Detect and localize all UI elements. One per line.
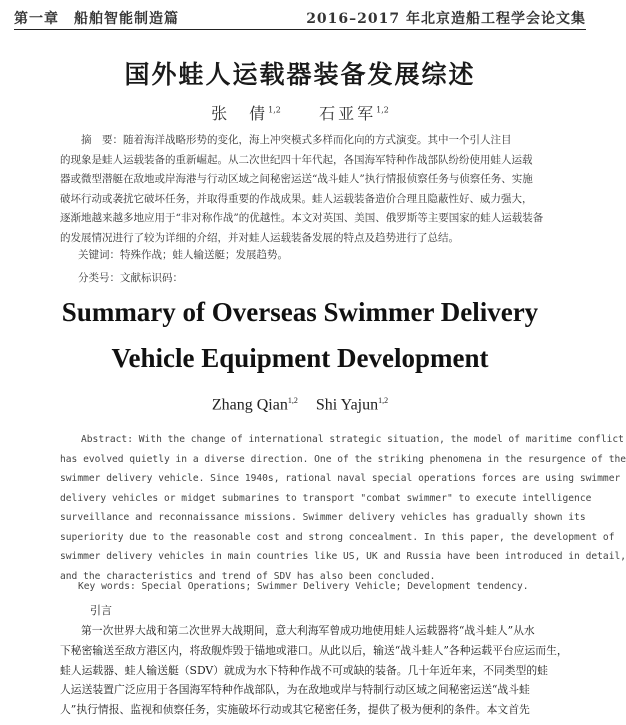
abstract-line: Abstract: With the change of international strategic situation, the model of maritime conflict (81, 434, 624, 445)
author-affiliation: 1,2 (268, 105, 281, 115)
classification-number: 分类号：文献标识码： (78, 272, 183, 284)
body-line: 蛙人运载器、蛙人输送艇（SDV）就成为水下特种作战不可或缺的装备。几十年近年来，不同类型的蛙 (60, 663, 548, 677)
body-line: 下秘密输送至敌方港区内，将敌舰炸毁于锚地或港口。从此以后，输送“战斗蛙人”各种运载平台应运而生， (60, 643, 568, 657)
author-name: 张 倩 (211, 104, 269, 123)
header-proceedings: 2016–2017 年北京造船工程学会论文集 (306, 11, 586, 27)
introduction-body (60, 621, 568, 720)
abstract-line: 的发展情况进行了较为详细的介绍，并对蛙人运载装备发展的特点及趋势进行了总结。 (60, 231, 459, 244)
english-title-line-1: Summary of Overseas Swimmer Delivery (61, 297, 539, 327)
abstract-line: delivery vehicles or midget submarines to transport "combat swimmer" to execute intelligence (60, 492, 592, 504)
english-abstract (60, 430, 626, 586)
author-name: Zhang Qian (211, 396, 288, 414)
body-line: 人”执行情报、监视和侦察任务，实施破坏行动或其它秘密任务，提供了极为便利的条件。本文首先 (60, 703, 530, 717)
english-keywords: Key words: Special Operations; Swimmer Delivery Vehicle; Development tendency. (78, 581, 529, 592)
abstract-line: surveillance and reconnaissance missions. Swimmer delivery vehicles has gradually shown its (60, 512, 586, 523)
author-affiliation: 1,2 (378, 396, 389, 405)
abstract-line: superiority due to the reasonable cost and strong concealment. In this paper, the development of (60, 531, 615, 543)
author-affiliation: 1,2 (376, 105, 389, 115)
abstract-line: 器或微型潜艇在敌地或岸海港与行动区域之间秘密运送“战斗蛙人”执行情报侦察任务与侦察任务、实施 (60, 173, 533, 186)
abstract-line: has evolved quietly in a diverse direction. One of the striking phenomena in the resurgence of the (60, 453, 626, 465)
abstract-line: swimmer delivery vehicles in main countries like US, UK and Russia have been introduced in detail, (60, 551, 626, 562)
english-title-line-2: Vehicle Equipment Development (111, 343, 489, 373)
author-name: 石亚军 (319, 104, 377, 123)
introduction-heading: 引言 (90, 604, 112, 617)
abstract-line: 摘 要：随着海洋战略形势的变化，海上冲突模式多样而化向的方式演变。其中一个引人注目 (81, 134, 512, 146)
body-line: 人运送装置广泛应用于各国海军特种作战部队，为在敌地或岸与特制行动区域之间秘密运送“战斗蛙 (60, 683, 530, 697)
chinese-authors (0, 101, 600, 124)
abstract-line: 破坏行动或袭扰它破坏任务，并取得重要的作战成果。蛙人运载装备造价合理且隐蔽性好、威力强大， (60, 192, 533, 205)
chinese-title: 国外蛙人运载器装备发展综述 (124, 60, 476, 89)
abstract-line: 的现象是蛙人运载装备的重新崛起。从二次世纪四十年代起，各国海军特种作战部队纷纷使用蛙人运载 (60, 153, 533, 166)
abstract-line: 逐渐地越来越多地应用于“非对称作战”的优越性。本文对英国、美国、俄罗斯等主要国家的蛙人运载装备 (60, 212, 544, 225)
chinese-keywords: 关键词：特殊作战；蛙人输送艇；发展趋势。 (78, 249, 288, 261)
abstract-line: and the characteristics and trend of SDV has also been concluded. (60, 570, 436, 582)
header-rule (14, 29, 586, 30)
chinese-abstract (60, 131, 546, 249)
running-header (14, 6, 586, 28)
header-chapter: 第一章 船舶智能制造篇 (14, 11, 179, 27)
english-authors (0, 396, 600, 414)
body-line: 第一次世界大战和第二次世界大战期间，意大利海军曾成功地使用蛙人运载器将“战斗蛙人”从水 (81, 624, 535, 637)
author-affiliation: 1,2 (287, 396, 298, 405)
author-name: Shi Yajun (315, 396, 379, 414)
abstract-line: swimmer delivery vehicle. Since 1940s, rational naval special operations forces are using swimmer (60, 473, 621, 484)
